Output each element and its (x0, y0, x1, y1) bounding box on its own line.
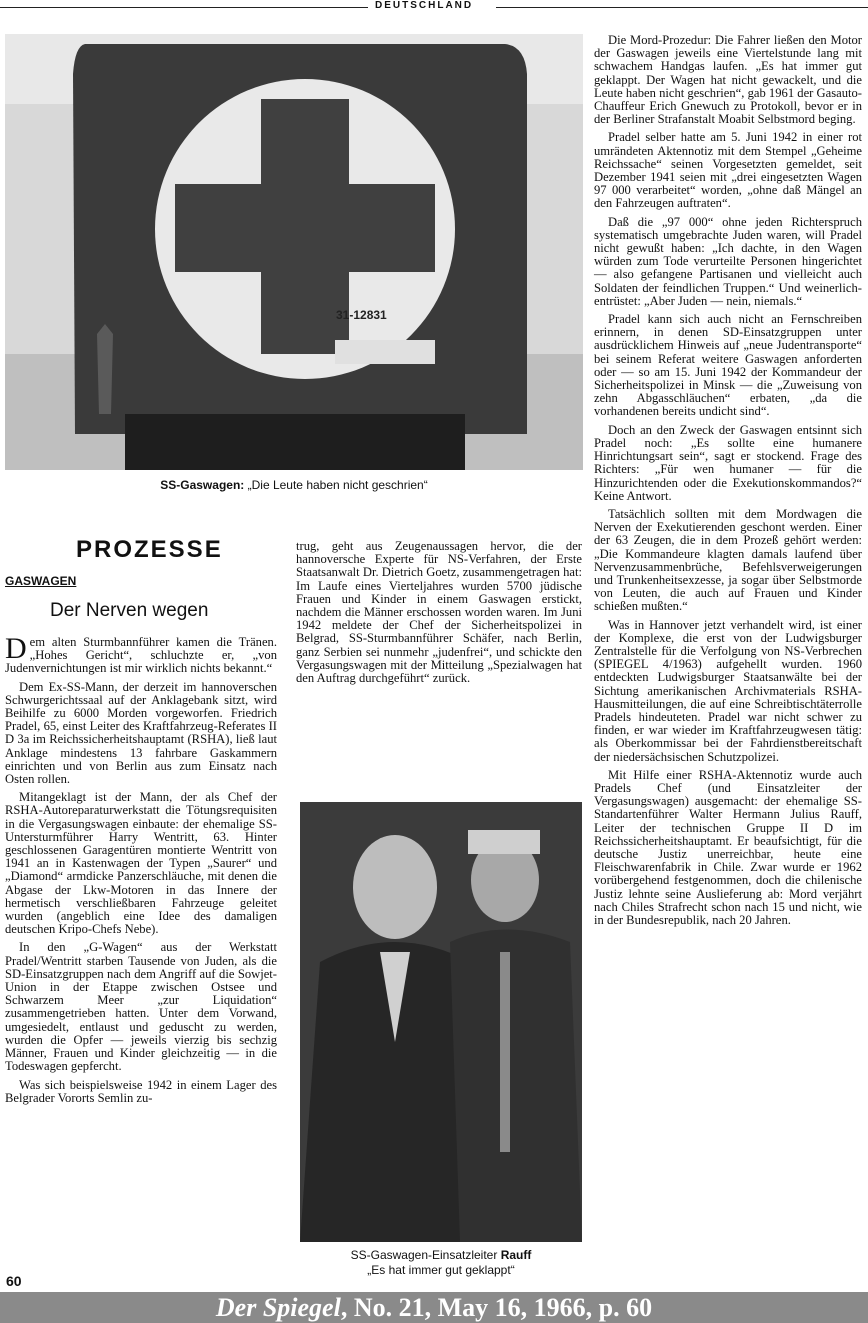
paragraph: Pradel selber hatte am 5. Juni 1942 in einer rot umrändeten Aktennotiz mit dem Stempel „Geheime Reichssache“ seinen Vorgesetzten gemeldet, seit Dezember 1941 seien mit „drei eingesetzten Wagen 97 000 verarbeitet“ worden, „ohne daß Mängel an den Fahrzeugen auftraten“. (594, 130, 862, 211)
paragraph: Mit Hilfe einer RSHA-Aktennotiz wurde auch Pradels Chef (und Einsatzleiter der Vergasungswagen) ausgemacht: der ehemalige SS-Standartenführer Walter Hermann Julius Rauff, Leiter der technischen Gruppe II D im Reichssicherheitshauptamt. Er beaufsichtigt, für die deutsche Justiz unerreichbar, heute eine Fleischwarenfabrik in Chile. Zwar wurde er 1962 vorübergehend festgenommen, doch die chilenische Justiz lehnte seine Auslieferung ab: Mord verjährt nach Chiles Strafrecht schon nach 15 und nicht, wie in der Bundesrepublik, nach 20 Jahren. (594, 767, 862, 927)
photo2-caption-quote: „Es hat immer gut geklappt“ (367, 1263, 515, 1277)
lead-text: em alten Sturmbannführer kamen die Tränen. „Hohes Gericht“, schluchzte er, „von Judenvernichtungen ist mir wirklich nichts bekannt.“ (5, 635, 277, 676)
rauff-photo (300, 802, 582, 1242)
gas-van-photo (5, 34, 583, 470)
paragraph: In den „G-Wagen“ aus der Werkstatt Pradel/Wentritt starben Tausende von Juden, als die SD-Einsatzgruppen nach dem Angriff auf die Sowjet-Union in der Etappe zwischen Ostsee und Schwarzem Meer „zur Liquidation“ zusammengetrieben hatten. Unter dem Vorwand, umgesiedelt, entlaust und geduscht zu werden, wurden die Opfer — jeweils vierzig bis sechzig Männer, Frauen und Kinder gleichzeitig — in die Todeswagen gepfercht. (5, 940, 277, 1074)
paragraph: Die Mord-Prozedur: Die Fahrer ließen den Motor der Gaswagen jeweils eine Viertelstunde lang mit schwachem Handgas laufen. „Es hat immer gut geklappt. Der Wagen hat nicht gewackelt, und die Leute haben nicht geschrien“, gab 1961 der Gasauto-Chauffeur Erich Gnewuch zu Protokoll, bevor er in der Berliner Strafanstalt Moabit Selbstmord beging. (594, 33, 862, 127)
article-column-3 (594, 34, 862, 932)
article-column-1 (5, 632, 277, 1110)
paragraph: Was sich beispielsweise 1942 in einem Lager des Belgrader Vororts Semlin zu- (5, 1077, 277, 1105)
gas-van-image (5, 34, 583, 470)
photo1-caption-quote: „Die Leute haben nicht geschrien“ (244, 478, 428, 492)
license-plate: 31-12831 (336, 308, 387, 322)
section-title: PROZESSE (76, 536, 223, 563)
photo2-caption-name: Rauff (500, 1248, 532, 1262)
paragraph: Daß die „97 000“ ohne jeden Richterspruch systematisch umgebrachte Juden waren, will Pradel nicht gewußt haben: „Ich dachte, in den Wagen würden zum Tode verurteilte Personen hingerichtet — also gefangene Partisanen und vielleicht auch Soldaten der feindlichen Truppen.“ Und weinerlich-entrüstet: „Aber Juden — nein, niemals.“ (594, 214, 862, 308)
paragraph: Mitangeklagt ist der Mann, der als Chef der RSHA-Autoreparaturwerkstatt die Tötungsrequisiten in die Vergasungswagen einbaute: der ehemalige SS-Untersturmführer Harry Wentritt, 63. Hinter geschlossenen Garagentüren montierte Wentritt von 1941 an in Kastenwagen der Typen „Saurer“ und „Diamond“ armdicke Panzerschläuche, mit denen die Abgase der Lkw-Motoren in das Innere der hermetisch verschließbaren Fahrzeuge geleitet wurden (angeblich eine Idee des damaligen deutschen Kripo-Chefs Nebe). (5, 790, 277, 937)
photo2-caption (300, 1248, 582, 1278)
headline: Der Nerven wegen (50, 600, 209, 621)
paragraph: Tatsächlich sollten mit dem Mordwagen die Nerven der Exekutierenden geschont werden. Einer der 63 Zeugen, die in dem Prozeß gehört werden: „Die Kommandeure klagten damals laufend über Nervenzusammenbrüche, Befehlsverweigerungen und Trunkenheitsexzesse, ja sogar über Selbstmorde von Leuten, die auch auf Frauen und Kinder schießen mußten.“ (594, 506, 862, 614)
magazine-name: Der Spiegel (215, 1293, 341, 1322)
header-rule-right (496, 7, 868, 8)
paragraph: Doch an den Zweck der Gaswagen entsinnt sich Pradel noch: „Es sollte eine humanere Hinrichtungsart sein“, sagt er stockend. Frage des Richters: „Für wen humaner — für die Hinzurichtenden oder die Exekutionskommandos?“ Keine Antwort. (594, 422, 862, 503)
kicker: GASWAGEN (5, 574, 77, 588)
drop-cap: D (5, 632, 27, 665)
photo2-caption-line1 (300, 1248, 582, 1263)
citation-footer (0, 1292, 868, 1323)
rauff-image (300, 802, 582, 1242)
photo1-caption-prefix: SS-Gaswagen: (160, 478, 245, 492)
page-number: 60 (6, 1273, 22, 1289)
header-rule-left (0, 7, 368, 8)
paragraph: Dem Ex-SS-Mann, der derzeit im hannoverschen Schwurgerichtssaal auf der Anklagebank sitzt, wird Beihilfe zu 6000 Morden vorgeworfen. Friedrich Pradel, 65, einst Leiter des Kraftfahrzeug-Referates II D 3a im Reichssicherheitshauptamt (RSHA), ließ laut Anklage mindestens 13 fahrbare Gaskammern einrichten und von Berlin aus zum Einsatz nach Osten rollen. (5, 679, 277, 787)
paragraph: Was in Hannover jetzt verhandelt wird, ist einer der Komplexe, die erst von der Ludwigsburger Zentralstelle für die Verfolgung von NS-Verbrechen (SPIEGEL 4/1963) aufgehellt wurden. 1960 entdeckten Ludwigsburger Staatsanwälte bei der Sichtung amerikanischen Archivmaterials RSHA-Hausmitteilungen, die auf eine Schreibtischtäterrolle Pradels hindeuteten. Pradel war nicht schwer zu finden, er war wieder im Kraftfahrzeugwesen tätig: als Oberkommissar bei der Fahrdienstbereitschaft der niedersächsischen Schutzpolizei. (594, 617, 862, 764)
photo2-caption-role: SS-Gaswagen-Einsatzleiter (350, 1248, 498, 1262)
article-column-2 (296, 540, 582, 690)
lead-paragraph (5, 632, 277, 676)
running-header (0, 0, 868, 14)
citation-details: , No. 21, May 16, 1966, p. 60 (340, 1293, 653, 1322)
paragraph: Pradel kann sich auch nicht an Fernschreiben erinnern, in denen SD-Einsatzgruppen unter ausdrücklichem Hinweis auf „neue Judentransporte“ bei seinem Referat weitere Gaswagen anforderten oder — so am 15. Juni 1942 der Kommandeur der Sicherheitspolizei in Minsk — die „Zuweisung von zehn Abgasschläuchen“ erbaten, „da die vorhandenen bereits undicht sind“. (594, 312, 862, 419)
photo1-caption (5, 478, 583, 492)
header-section-label: DEUTSCHLAND (375, 0, 474, 11)
paragraph: trug, geht aus Zeugenaussagen hervor, die der hannoversche Experte für NS-Verfahren, der Erste Staatsanwalt Dr. Dietrich Goetz, zusammengetragen hat: Im Laufe eines Vierteljahres wurden 5700 jüdische Frauen und Kinder in einem Gaswagen erstickt, nachdem die Männer erschossen worden waren. Im Juni 1942 meldete der Chef der Sicherheitspolizei in Belgrad, SS-Sturmbannführer Schäfer, nach Berlin, ganz Serbien sei nunmehr „judenfrei“, und schickte den Vergasungswagen mit der Mitteilung „Spezialwagen hat den Auftrag durchgeführt“ zurück. (296, 539, 582, 686)
